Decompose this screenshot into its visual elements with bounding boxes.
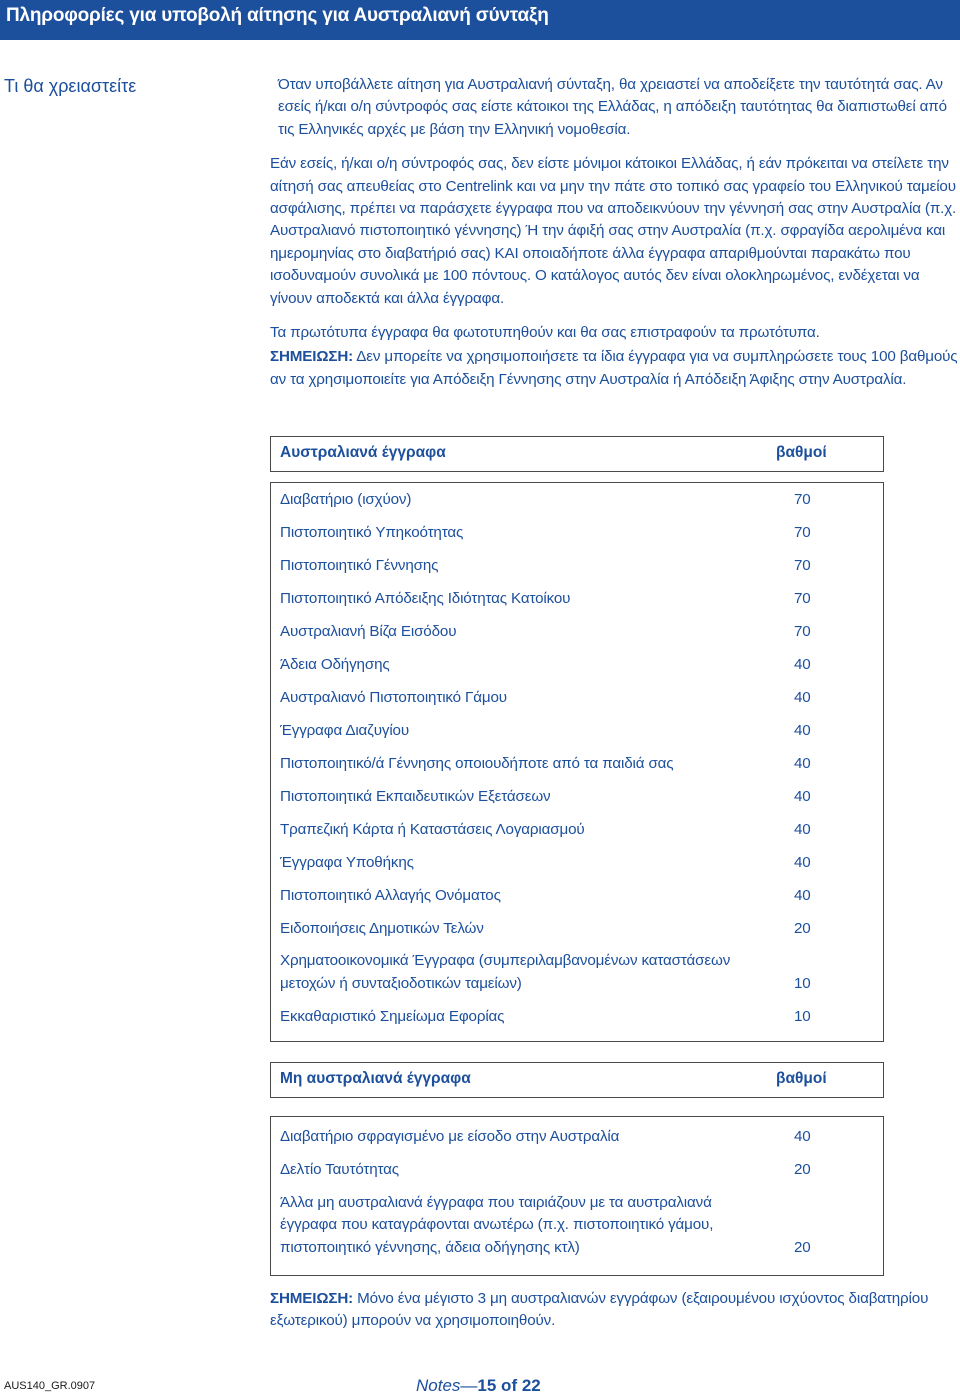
- document-name: Χρηματοοικονομικά Έγγραφα (συμπεριλαμβανομένων καταστάσεων μετοχών ή συνταξιοδοτικών ταμείων): [280, 952, 731, 992]
- document-points: 70: [794, 490, 811, 508]
- document-name: Δελτίο Ταυτότητας: [280, 1160, 399, 1178]
- document-name: Διαβατήριο (ισχύον): [280, 490, 412, 508]
- document-name: Πιστοποιητικό Αλλαγής Ονόματος: [280, 886, 501, 904]
- section-heading: Τι θα χρειαστείτε: [4, 76, 137, 96]
- page-title: Πληροφορίες για υποβολή αίτησης για Αυστραλιανή σύνταξη: [6, 5, 549, 26]
- table-row: [280, 1191, 876, 1259]
- australian-docs-column-doc: Αυστραλιανά έγγραφα: [280, 444, 446, 461]
- document-points: 20: [794, 1238, 811, 1256]
- intro-paragraph-3: Τα πρωτότυπα έγγραφα θα φωτοτυπηθούν και θα σας επιστραφούν τα πρωτότυπα.: [270, 324, 820, 342]
- document-points: 40: [794, 754, 811, 772]
- document-points: 40: [794, 886, 811, 904]
- document-name: Εκκαθαριστικό Σημείωμα Εφορίας: [280, 1007, 505, 1025]
- document-points: 40: [794, 721, 811, 739]
- australian-docs-table: [270, 482, 884, 1042]
- non-australian-docs-column-points: βαθμοί: [776, 1070, 827, 1087]
- document-name: Τραπεζική Κάρτα ή Καταστάσεις Λογαριασμού: [280, 820, 585, 838]
- intro-paragraph-2: [270, 153, 958, 310]
- document-name: Πιστοποιητικό Απόδειξης Ιδιότητας Κατοίκου: [280, 589, 571, 607]
- australian-docs-column-points: βαθμοί: [776, 444, 827, 461]
- document-name: Πιστοποιητικό/ά Γέννησης οποιουδήποτε από τα παιδιά σας: [280, 754, 674, 772]
- document-points: 40: [794, 853, 811, 871]
- intro-text: [270, 74, 958, 391]
- footer-notes-label: Notes: [416, 1376, 461, 1395]
- document-name: Διαβατήριο σφραγισμένο με είσοδο στην Αυστραλία: [280, 1127, 620, 1145]
- document-name: Άδεια Οδήγησης: [280, 655, 390, 673]
- document-name: Πιστοποιητικό Γέννησης: [280, 556, 439, 574]
- table-row: [280, 752, 876, 775]
- intro-paragraph-1: Όταν υποβάλλετε αίτηση για Αυστραλιανή σύνταξη, θα χρειαστεί να αποδείξετε την ταυτότητά σας. Αν εσείς ή/και ο/η σύντροφός σας είστε κάτοικοι της Ελλάδας, η απόδειξη ταυτότητας θα διαπιστωθεί από τις Ελληνικές αρχές με βάση την Ελληνική νομοθεσία.: [278, 76, 947, 138]
- footer-form-code: AUS140_GR.0907: [4, 1380, 96, 1392]
- note-text: Δεν μπορείτε να χρησιμοποιήσετε τα ίδια έγγραφα για να συμπληρώσετε τους 100 βαθμούς αν τα χρησιμοποιείτε για Απόδειξη Γέννησης στην Αυστραλία ή Απόδειξη Άφιξης στην Αυστραλία.: [270, 348, 958, 388]
- non-australian-docs-header: [270, 1062, 884, 1098]
- document-name: Πιστοποιητικό Υπηκοότητας: [280, 523, 464, 541]
- table-row: [280, 620, 876, 643]
- australian-docs-header: [270, 436, 884, 472]
- table-row: [280, 884, 876, 907]
- table-row: [280, 785, 876, 808]
- intro-note: [270, 346, 958, 391]
- document-points: 40: [794, 655, 811, 673]
- final-note-label: ΣΗΜΕΙΩΣΗ:: [270, 1290, 354, 1307]
- intro-paragraph-2a: Εάν εσείς, ή/και ο/η σύντροφός σας, δεν είστε μόνιμοι κάτοικοι Ελλάδας, ή εάν πρόκειται να στείλετε την αίτησή σας απευθείας στο Centrelink και να μην την πάτε στο τοπικό σας γραφείο του Ελληνικού ταμείου ασφάλισης, πρέπει να παράσχετε έγγραφα που να αποδεικνύουν την γέννησή σας στην Αυστραλία (π.χ. Αυστραλιανό πιστοποιητικό γέννησης) Ή την άφιξή σας στην Αυστραλία (π.χ. σφραγίδα αερολιμένα και ημερομηνίας στο διαβατήριό σας) ΚΑΙ οποιαδήποτε άλλα έγγραφα απαριθμούνται παρακάτω που ισοδυναμούν συνολικά με 100 πόντους.: [270, 155, 957, 285]
- document-points: 40: [794, 1127, 811, 1145]
- table-row: [280, 1125, 876, 1148]
- table-row: [280, 653, 876, 676]
- document-name: Αυστραλιανό Πιστοποιητικό Γάμου: [280, 688, 507, 706]
- document-points: 10: [794, 974, 811, 992]
- final-note: [270, 1288, 958, 1333]
- table-row: [280, 587, 876, 610]
- document-points: 70: [794, 622, 811, 640]
- document-name: Έγγραφα Υποθήκης: [280, 853, 414, 871]
- document-points: 40: [794, 688, 811, 706]
- document-name: Πιστοποιητικά Εκπαιδευτικών Εξετάσεων: [280, 787, 551, 805]
- table-row: [280, 851, 876, 874]
- table-row: [280, 818, 876, 841]
- table-row: [280, 1158, 876, 1181]
- document-points: 40: [794, 787, 811, 805]
- document-points: 40: [794, 820, 811, 838]
- footer-dash: —: [460, 1376, 478, 1395]
- document-points: 70: [794, 523, 811, 541]
- footer-page-number: [416, 1376, 541, 1396]
- document-points: 70: [794, 589, 811, 607]
- document-points: 10: [794, 1007, 811, 1025]
- document-points: 70: [794, 556, 811, 574]
- document-name: Ειδοποιήσεις Δημοτικών Τελών: [280, 919, 484, 937]
- table-row: [280, 917, 876, 940]
- title-bar: [0, 0, 960, 40]
- document-points: 20: [794, 1160, 811, 1178]
- table-row: [280, 719, 876, 742]
- document-points: 20: [794, 919, 811, 937]
- table-row: [280, 950, 876, 995]
- footer-page: 15 of 22: [477, 1376, 541, 1395]
- table-row: [280, 521, 876, 544]
- final-note-text: Μόνο ένα μέγιστο 3 μη αυστραλιανών εγγράφων (εξαιρουμένου ισχύοντος διαβατηρίου εξωτερικού) μπορούν να χρησιμοποιηθούν.: [270, 1290, 929, 1330]
- table-row: [280, 686, 876, 709]
- intro-paragraph-2b: Ο κατάλογος αυτός δεν είναι ολοκληρωμένος, ενδέχεται να γίνουν αποδεκτά και άλλα έγγραφα.: [270, 267, 920, 307]
- table-row: [280, 488, 876, 511]
- table-row: [280, 554, 876, 577]
- document-name: Αυστραλιανή Βίζα Εισόδου: [280, 622, 457, 640]
- table-row: [280, 1005, 876, 1028]
- document-name: Άλλα μη αυστραλιανά έγγραφα που ταιριάζουν με τα αυστραλιανά έγγραφα που καταγράφονται ανωτέρω (π.χ. πιστοποιητικό γάμου, πιστοποιητικό γέννησης, άδεια οδήγησης κτλ): [280, 1193, 714, 1256]
- note-label: ΣΗΜΕΙΩΣΗ:: [270, 348, 354, 366]
- document-name: Έγγραφα Διαζυγίου: [280, 721, 409, 739]
- non-australian-docs-table: [270, 1116, 884, 1276]
- non-australian-docs-column-doc: Μη αυστραλιανά έγγραφα: [280, 1070, 471, 1087]
